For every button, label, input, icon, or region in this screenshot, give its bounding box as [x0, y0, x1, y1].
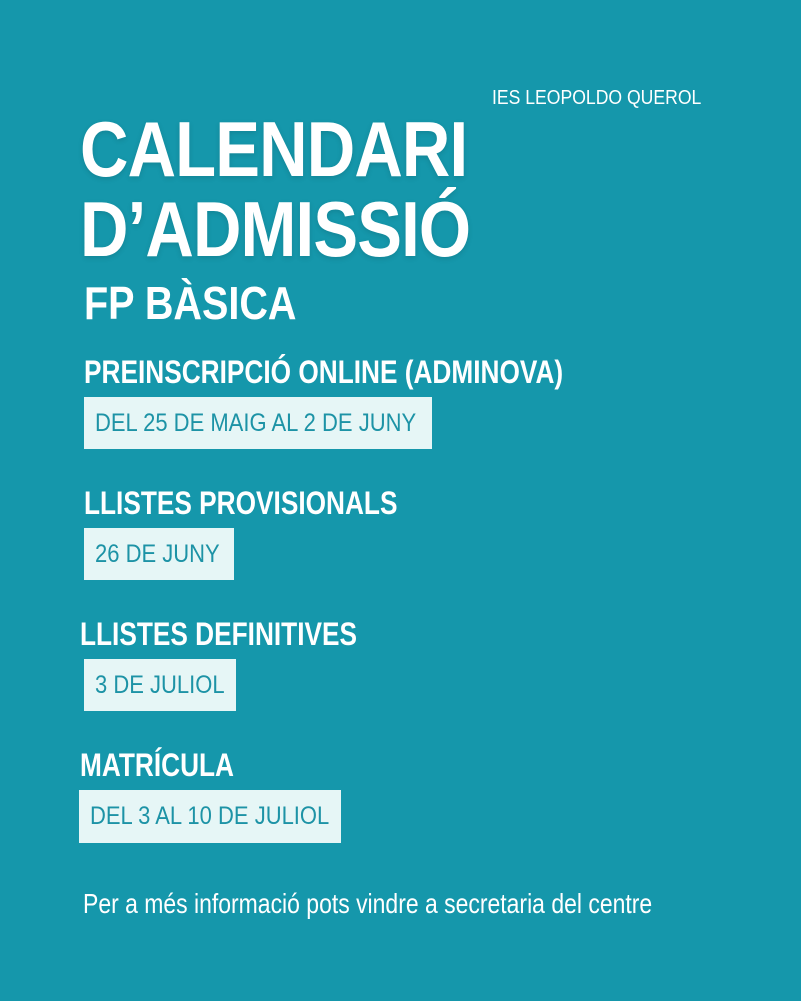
section-heading-preinscription: PREINSCRIPCIÓ ONLINE (ADMINOVA): [84, 354, 564, 390]
date-box-definitive-lists: [84, 659, 236, 711]
date-text-preinscription: DEL 25 DE MAIG AL 2 DE JUNY: [95, 408, 417, 437]
date-text-provisional-lists: 26 DE JUNY: [95, 539, 220, 568]
date-box-enrollment: [79, 790, 341, 843]
date-text-definitive-lists: 3 DE JULIOL: [95, 670, 225, 699]
date-text-enrollment: DEL 3 AL 10 DE JULIOL: [90, 802, 330, 830]
section-heading-provisional-lists: LLISTES PROVISIONALS: [84, 485, 398, 521]
date-box-preinscription: [84, 397, 432, 449]
section-heading-enrollment: MATRÍCULA: [80, 747, 235, 783]
subtitle: FP BÀSICA: [84, 277, 297, 329]
title-line-2: D’ADMISSIÓ: [80, 185, 471, 273]
footer-info: Per a més informació pots vindre a secretaria del centre: [83, 888, 653, 919]
date-box-provisional-lists: [84, 528, 234, 580]
title-line-1: CALENDARI: [80, 105, 468, 193]
school-name: IES LEOPOLDO QUEROL: [492, 87, 702, 109]
section-heading-definitive-lists: LLISTES DEFINITIVES: [80, 616, 358, 652]
